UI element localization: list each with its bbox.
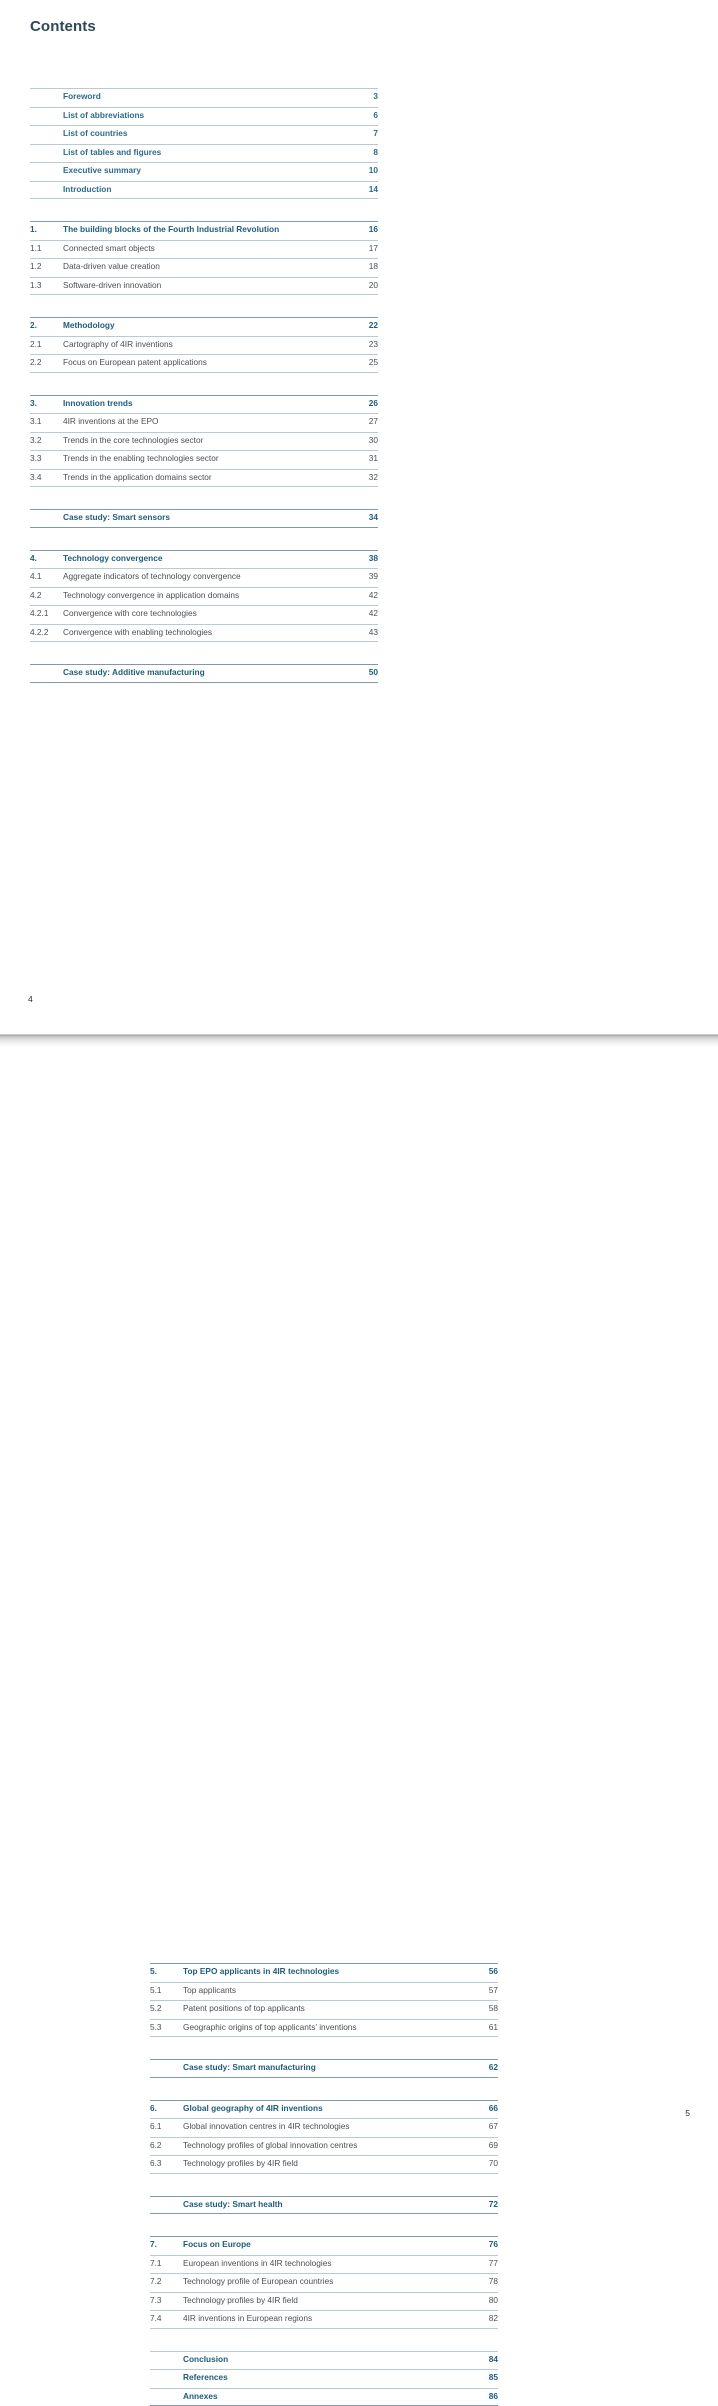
toc-entry-label: Case study: Smart sensors [63,512,360,522]
toc-entry[interactable] [150,2137,498,2156]
toc-entry-page-number: 26 [360,398,378,408]
toc-entry-page-number: 14 [360,184,378,194]
toc-entry[interactable] [150,2059,498,2078]
toc-entry-page-number: 86 [480,2391,498,2401]
toc-entry-label: Technology profile of European countries [183,2276,480,2286]
toc-entry[interactable] [30,258,378,277]
toc-entry[interactable] [150,2388,498,2406]
toc-entry-page-number: 7 [360,128,378,138]
toc-entry[interactable] [30,317,378,336]
toc-entry[interactable] [30,181,378,200]
toc-entry-label: Technology convergence in application domains [63,590,360,600]
toc-entry[interactable] [150,2273,498,2292]
toc-entry-number: 2. [30,320,63,330]
toc-entry-number: 2.2 [30,357,63,367]
toc-entry-page-number: 77 [480,2258,498,2268]
page-2 [0,1048,718,2150]
toc-entry[interactable] [30,624,378,643]
toc-entry-page-number: 85 [480,2372,498,2382]
toc-entry-page-number: 10 [360,165,378,175]
toc-entry-label: Cartography of 4IR inventions [63,339,360,349]
toc-entry-page-number: 50 [360,667,378,677]
toc-group [150,1963,498,2037]
toc-entry-label: Annexes [183,2391,480,2401]
toc-entry[interactable] [30,413,378,432]
toc-group [30,664,378,683]
toc-entry-number: 3.2 [30,435,63,445]
toc-entry-label: 4IR inventions at the EPO [63,416,360,426]
toc-entry[interactable] [150,2292,498,2311]
toc-entry-page-number: 30 [360,435,378,445]
toc-entry[interactable] [150,2369,498,2388]
toc-entry-page-number: 39 [360,571,378,581]
toc-entry[interactable] [30,605,378,624]
toc-entry-label: Global innovation centres in 4IR technologies [183,2121,480,2131]
toc-entry-page-number: 42 [360,590,378,600]
toc-entry-label: Technology convergence [63,553,360,563]
toc-entry-page-number: 69 [480,2140,498,2150]
toc-entry-label: Data-driven value creation [63,261,360,271]
toc-entry-label: Technology profiles by 4IR field [183,2295,480,2305]
toc-entry-number: 7.3 [150,2295,183,2305]
toc-entry[interactable] [30,432,378,451]
toc-entry-label: Case study: Additive manufacturing [63,667,360,677]
toc-entry[interactable] [30,469,378,488]
toc-entry[interactable] [30,395,378,414]
toc-entry-page-number: 22 [360,320,378,330]
toc-entry-page-number: 27 [360,416,378,426]
toc-entry[interactable] [150,2310,498,2329]
toc-entry-label: Aggregate indicators of technology convergence [63,571,360,581]
toc-entry-page-number: 25 [360,357,378,367]
toc-entry[interactable] [150,1963,498,1982]
toc-entry-label: Focus on European patent applications [63,357,360,367]
toc-entry-page-number: 57 [480,1985,498,1995]
toc-entry-number: 3. [30,398,63,408]
toc-entry-page-number: 8 [360,147,378,157]
toc-entry-page-number: 23 [360,339,378,349]
toc-entry-label: Geographic origins of top applicants’ inventions [183,2022,480,2032]
toc-entry[interactable] [30,509,378,528]
toc-entry-page-number: 56 [480,1966,498,1976]
toc-page-1 [30,88,378,683]
toc-entry-label: Global geography of 4IR inventions [183,2103,480,2113]
toc-entry[interactable] [30,125,378,144]
toc-entry-number: 1.2 [30,261,63,271]
toc-entry-number: 1.3 [30,280,63,290]
toc-entry-number: 7.2 [150,2276,183,2286]
toc-entry-label: Innovation trends [63,398,360,408]
page-title: Contents [30,18,96,35]
toc-entry-page-number: 34 [360,512,378,522]
toc-entry-number: 3.1 [30,416,63,426]
toc-entry-number: 1. [30,224,63,234]
toc-group [150,2236,498,2329]
toc-entry-label: Foreword [63,91,360,101]
toc-entry-number: 4.1 [30,571,63,581]
toc-entry-label: List of tables and figures [63,147,360,157]
toc-entry-label: Trends in the core technologies sector [63,435,360,445]
toc-entry[interactable] [30,354,378,373]
toc-entry-label: Technology profiles by 4IR field [183,2158,480,2168]
toc-group [30,395,378,488]
toc-entry-number: 4.2 [30,590,63,600]
toc-entry-page-number: 76 [480,2239,498,2249]
toc-entry-number: 1.1 [30,243,63,253]
toc-entry-number: 2.1 [30,339,63,349]
toc-entry-page-number: 62 [480,2062,498,2072]
toc-entry-label: Case study: Smart health [183,2199,480,2209]
toc-page-2 [150,1963,498,2406]
toc-entry-page-number: 66 [480,2103,498,2113]
toc-entry-page-number: 17 [360,243,378,253]
toc-entry-number: 4.2.1 [30,608,63,618]
toc-entry[interactable] [30,162,378,181]
page-separator [0,1032,718,1048]
toc-entry-page-number: 43 [360,627,378,637]
toc-entry-number: 6. [150,2103,183,2113]
toc-entry-page-number: 32 [360,472,378,482]
toc-entry-label: References [183,2372,480,2382]
toc-entry[interactable] [150,2100,498,2119]
toc-entry-number: 3.4 [30,472,63,482]
toc-entry-label: Connected smart objects [63,243,360,253]
toc-entry[interactable] [150,2255,498,2274]
toc-entry[interactable] [150,2351,498,2370]
toc-entry-page-number: 20 [360,280,378,290]
toc-entry[interactable] [30,550,378,569]
toc-entry-page-number: 6 [360,110,378,120]
toc-entry[interactable] [150,2155,498,2174]
toc-entry-label: List of countries [63,128,360,138]
toc-entry-label: Top applicants [183,1985,480,1995]
toc-entry[interactable] [30,277,378,296]
toc-entry-page-number: 18 [360,261,378,271]
toc-entry[interactable] [150,2019,498,2038]
toc-entry[interactable] [30,240,378,259]
toc-entry[interactable] [30,587,378,606]
toc-entry[interactable] [30,664,378,683]
toc-entry-page-number: 78 [480,2276,498,2286]
toc-entry[interactable] [30,88,378,107]
folio-page-1: 4 [28,994,33,1004]
toc-entry[interactable] [150,2118,498,2137]
toc-entry[interactable] [150,2000,498,2019]
toc-group [30,221,378,295]
toc-group [30,550,378,643]
toc-entry-label: Trends in the application domains sector [63,472,360,482]
toc-entry[interactable] [150,2196,498,2215]
toc-entry-number: 5.2 [150,2003,183,2013]
toc-entry-number: 4. [30,553,63,563]
toc-entry-page-number: 84 [480,2354,498,2364]
toc-entry-label: Convergence with core technologies [63,608,360,618]
toc-entry-page-number: 72 [480,2199,498,2209]
toc-entry[interactable] [30,568,378,587]
toc-entry-label: Focus on Europe [183,2239,480,2249]
toc-entry-page-number: 31 [360,453,378,463]
toc-entry[interactable] [30,221,378,240]
toc-entry-number: 5.3 [150,2022,183,2032]
toc-entry-number: 6.1 [150,2121,183,2131]
toc-entry-label: Conclusion [183,2354,480,2364]
toc-entry-label: 4IR inventions in European regions [183,2313,480,2323]
toc-entry-number: 7.1 [150,2258,183,2268]
toc-entry-page-number: 61 [480,2022,498,2032]
toc-group [30,88,378,199]
toc-entry-number: 3.3 [30,453,63,463]
toc-entry-label: Top EPO applicants in 4IR technologies [183,1966,480,1976]
toc-entry-number: 5. [150,1966,183,1976]
toc-entry-number: 6.3 [150,2158,183,2168]
toc-entry-page-number: 67 [480,2121,498,2131]
toc-group [150,2100,498,2174]
toc-entry-page-number: 42 [360,608,378,618]
toc-group [30,317,378,373]
toc-entry[interactable] [30,336,378,355]
toc-group [150,2351,498,2406]
toc-entry-page-number: 16 [360,224,378,234]
toc-entry[interactable] [150,1982,498,2001]
toc-entry-page-number: 70 [480,2158,498,2168]
toc-entry-page-number: 80 [480,2295,498,2305]
toc-entry-page-number: 82 [480,2313,498,2323]
toc-entry-label: List of abbreviations [63,110,360,120]
toc-entry-label: Case study: Smart manufacturing [183,2062,480,2072]
toc-entry-label: Patent positions of top applicants [183,2003,480,2013]
page-1 [0,0,718,1032]
toc-entry-label: Technology profiles of global innovation centres [183,2140,480,2150]
toc-group [30,509,378,528]
toc-entry[interactable] [150,2236,498,2255]
toc-entry-number: 7. [150,2239,183,2249]
toc-entry-label: Software-driven innovation [63,280,360,290]
toc-entry[interactable] [30,107,378,126]
toc-entry[interactable] [30,450,378,469]
toc-entry-label: Methodology [63,320,360,330]
toc-entry-label: Executive summary [63,165,360,175]
toc-group [150,2059,498,2078]
toc-entry-label: European inventions in 4IR technologies [183,2258,480,2268]
toc-entry-number: 7.4 [150,2313,183,2323]
toc-entry[interactable] [30,144,378,163]
toc-entry-number: 4.2.2 [30,627,63,637]
toc-entry-page-number: 58 [480,2003,498,2013]
toc-entry-page-number: 38 [360,553,378,563]
toc-entry-label: Trends in the enabling technologies sector [63,453,360,463]
toc-entry-label: Convergence with enabling technologies [63,627,360,637]
toc-entry-page-number: 3 [360,91,378,101]
toc-group [150,2196,498,2215]
folio-page-2: 5 [685,2108,690,2118]
toc-entry-label: The building blocks of the Fourth Industrial Revolution [63,224,360,234]
toc-entry-number: 5.1 [150,1985,183,1995]
toc-entry-number: 6.2 [150,2140,183,2150]
toc-entry-label: Introduction [63,184,360,194]
